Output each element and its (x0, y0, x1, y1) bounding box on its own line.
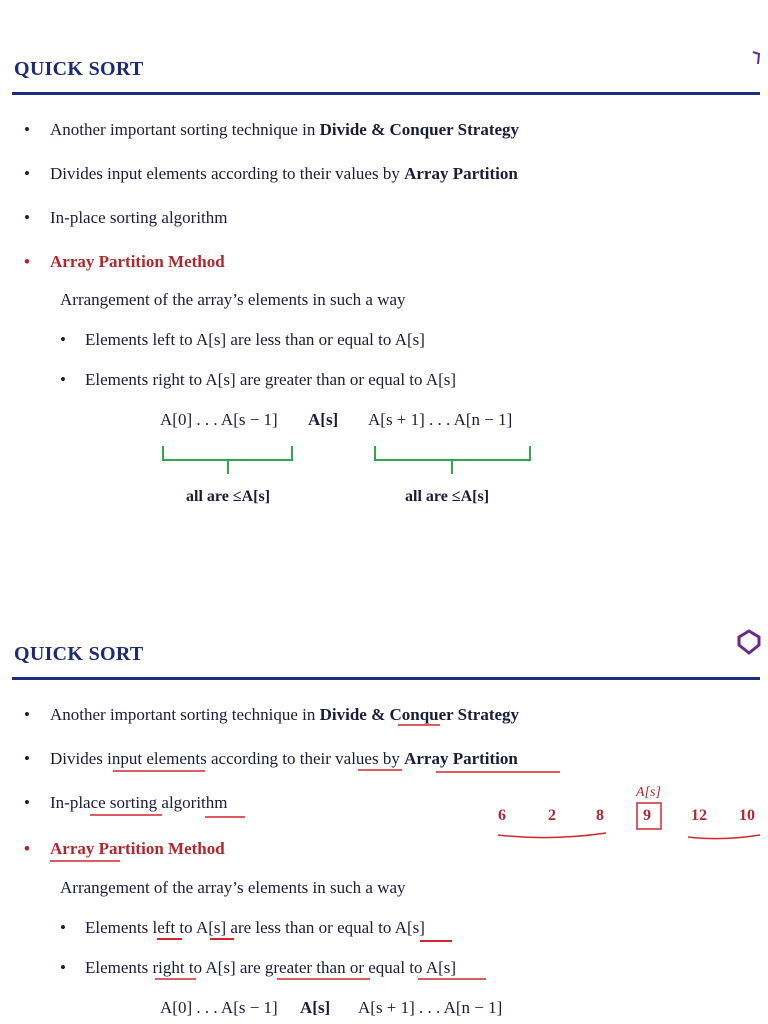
sub-bullet-right: Elements right to A[s] are greater than or equal to A[s] (85, 370, 457, 389)
bullet-array-partition (50, 164, 518, 184)
slide-title: QUICK SORT (14, 58, 144, 80)
array-value: 10 (739, 807, 755, 824)
array-value: 8 (596, 807, 604, 824)
bullet-marker: • (24, 164, 30, 183)
formula-left: A[0] . . . A[s − 1] (160, 998, 278, 1017)
bullet-bold-text: Divide & Conquer Strategy (319, 705, 520, 724)
bullet-divide-conquer (50, 120, 519, 140)
pivot-note: A[s] (636, 785, 661, 800)
bullet-array-partition (50, 749, 518, 769)
bullet-divide-conquer (50, 705, 519, 725)
bullet-marker: • (24, 793, 30, 812)
bullet-marker: • (24, 705, 30, 724)
array-value-pivot: 9 (643, 807, 651, 824)
sub-bullet-right: Elements right to A[s] are greater than or equal to A[s] (85, 958, 457, 977)
corner-mark-icon (750, 50, 762, 70)
bullet-text: Another important sorting technique in (50, 120, 320, 139)
bullet-marker: • (24, 839, 30, 858)
bullet-marker: • (24, 749, 30, 768)
array-value: 2 (548, 807, 556, 824)
array-value: 12 (691, 807, 707, 824)
arrangement-text: Arrangement of the array’s elements in such a way (60, 290, 406, 309)
bullet-marker: • (24, 252, 30, 271)
bullet-bold-text: Array Partition (404, 164, 518, 183)
bullet-partition-method: Array Partition Method (50, 252, 225, 271)
bullet-text: Divides input elements according to their values by (50, 749, 405, 768)
title-rule (12, 92, 760, 95)
label-right: all are ≤A[s] (405, 488, 490, 505)
left-brace (163, 446, 292, 474)
bullet-text: Another important sorting technique in (50, 705, 320, 724)
bullet-in-place: In-place sorting algorithm (50, 208, 228, 227)
label-left: all are ≤A[s] (186, 488, 271, 505)
formula-pivot: A[s] (308, 410, 339, 429)
sub-bullet-marker: • (60, 918, 66, 937)
formula-left: A[0] . . . A[s − 1] (160, 410, 278, 429)
slide-2 (0, 585, 768, 1024)
formula-right: A[s + 1] . . . A[n − 1] (368, 410, 513, 429)
formula-pivot: A[s] (300, 998, 331, 1017)
bullet-partition-method: Array Partition Method (50, 839, 225, 858)
title-rule (12, 677, 760, 680)
bullet-in-place: In-place sorting algorithm (50, 793, 228, 812)
bullet-marker: • (24, 120, 30, 139)
sub-bullet-marker: • (60, 330, 66, 349)
bullet-bold-text: Array Partition (404, 749, 518, 768)
formula-right: A[s + 1] . . . A[n − 1] (358, 998, 503, 1017)
bullet-text: Divides input elements according to their values by (50, 164, 405, 183)
slide-title: QUICK SORT (14, 643, 144, 665)
sub-bullet-marker: • (60, 370, 66, 389)
bullet-marker: • (24, 208, 30, 227)
array-value: 6 (498, 807, 506, 824)
pen-cursor-icon (734, 627, 764, 657)
arrangement-text: Arrangement of the array’s elements in such a way (60, 878, 406, 897)
sub-bullet-left: Elements left to A[s] are less than or equal to A[s] (85, 330, 425, 349)
sub-bullet-marker: • (60, 958, 66, 977)
bullet-bold-text: Divide & Conquer Strategy (319, 120, 520, 139)
right-brace (375, 446, 530, 474)
sub-bullet-left: Elements left to A[s] are less than or equal to A[s] (85, 918, 425, 937)
